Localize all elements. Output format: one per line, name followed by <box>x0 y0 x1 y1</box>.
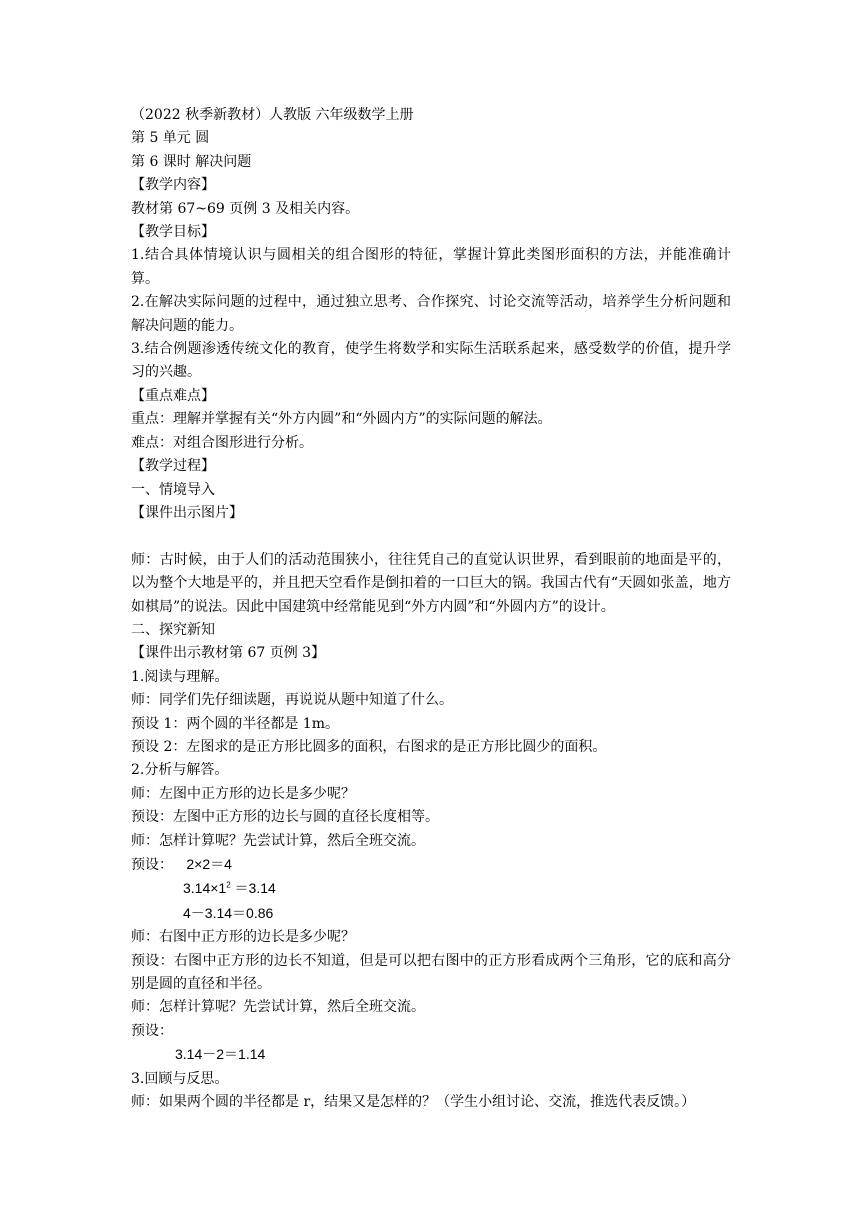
step1-preset-2: 预设 2：左图求的是正方形比圆多的面积，右图求的是正方形比圆少的面积。 <box>131 738 607 755</box>
content-text: 教材第 67~69 页例 3 及相关内容。 <box>131 200 360 217</box>
process-heading: 【教学过程】 <box>131 458 215 475</box>
calc2-label: 预设： <box>131 1022 173 1039</box>
document-title: （2022 秋季新教材）人教版 六年级数学上册 <box>131 107 414 123</box>
goals-heading: 【教学目标】 <box>131 224 215 241</box>
step2-answer-1: 预设：左图中正方形的边长与圆的直径长度相等。 <box>131 809 439 826</box>
calc1-label: 预设： <box>131 856 173 873</box>
document-body <box>131 104 731 1114</box>
step1-preset-1: 预设 1：两个圆的半径都是 1m。 <box>131 715 339 732</box>
calc1-line-3: 4－3.14＝0.86 <box>183 904 274 921</box>
step2-question-2: 师：怎样计算呢？先尝试计算，然后全班交流。 <box>131 832 425 849</box>
part1-teacher-text: 师：古时候，由于人们的活动范围狭小，往往凭自己的直觉认识世界，看到眼前的地面是平的，以为整个大地是平的，并且把天空看作是倒扣着的一口巨大的锅。我国古代有“天圆如张盖，地方如棋局”的说法。因此中国建筑中经常能见到“外方内圆”和“外圆内方”的设计。 <box>131 551 731 615</box>
unit-title: 第 5 单元 圆 <box>131 130 210 147</box>
step1-title: 1.阅读与理解。 <box>131 668 229 685</box>
calc1-row-3 <box>131 902 731 926</box>
goal-item-1: 1.结合具体情境认识与圆相关的组合图形的特征，掌握计算此类图形面积的方法，并能准确计算。 <box>131 247 731 287</box>
goal-item-3: 3.结合例题渗透传统文化的教育，使学生将数学和实际生活联系起来，感受数学的价值，提升学习的兴趣。 <box>131 341 731 381</box>
calc1-row-2 <box>131 877 731 901</box>
calc1-line-2-rest: ＝3.14 <box>230 880 276 897</box>
calc1-line-1: 2×2＝4 <box>186 855 232 872</box>
step3-teacher: 师：如果两个圆的半径都是 r，结果又是怎样的？（学生小组讨论、交流，推选代表反馈。） <box>131 1094 696 1111</box>
part1-courseware: 【课件出示图片】 <box>131 504 243 521</box>
image-placeholder <box>131 525 731 548</box>
step2-question-3: 师：右图中正方形的边长是多少呢？ <box>131 929 355 946</box>
step1-teacher: 师：同学们先仔细读题，再说说从题中知道了什么。 <box>131 692 453 709</box>
lesson-title: 第 6 课时 解决问题 <box>131 153 252 170</box>
part2-title: 二、探究新知 <box>131 621 215 638</box>
step2-answer-3: 预设：右图中正方形的边长不知道，但是可以把右图中的正方形看成两个三角形，它的底和高分别是圆的直径和半径。 <box>131 952 731 993</box>
key-point: 重点：理解并掌握有关“外方内圆”和“外圆内方”的实际问题的解法。 <box>131 411 552 428</box>
calc1-line-2-exponent: 2 <box>226 880 231 890</box>
content-heading: 【教学内容】 <box>131 177 215 194</box>
difficulty-point: 难点：对组合图形进行分析。 <box>131 434 313 451</box>
part1-title: 一、情境导入 <box>131 481 215 498</box>
part2-courseware: 【课件出示教材第 67 页例 3】 <box>131 645 326 662</box>
goal-item-2: 2.在解决实际问题的过程中，通过独立思考、合作探究、讨论交流等活动，培养学生分析问题和解决问题的能力。 <box>131 294 731 334</box>
step3-title: 3.回顾与反思。 <box>131 1070 229 1087</box>
calc2-line-1: 3.14－2＝1.14 <box>175 1046 266 1063</box>
calc2-row-1 <box>131 1043 731 1067</box>
step2-question-1: 师：左图中正方形的边长是多少呢？ <box>131 785 355 802</box>
step2-question-4: 师：怎样计算呢？先尝试计算，然后全班交流。 <box>131 999 425 1016</box>
step2-title: 2.分析与解答。 <box>131 762 229 779</box>
key-heading: 【重点难点】 <box>131 387 215 404</box>
calc1-row-1 <box>131 853 731 877</box>
calc1-line-2-base: 3.14×1 <box>183 880 227 897</box>
